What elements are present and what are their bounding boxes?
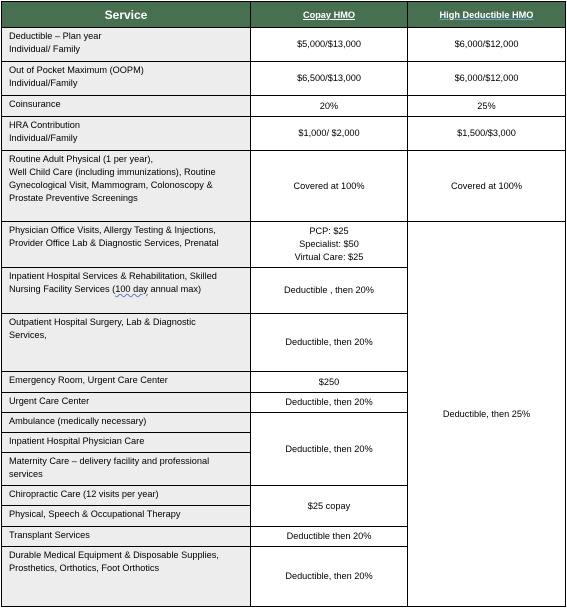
service-line: Routine Adult Physical (1 per year), xyxy=(9,154,154,164)
service-cell xyxy=(2,268,251,314)
service-cell xyxy=(2,62,251,96)
service-cell xyxy=(2,372,251,393)
service-line: Deductible – Plan year xyxy=(9,31,102,41)
copay-value: Deductible, then 20% xyxy=(251,314,408,372)
copay-merged-value: $25 copay xyxy=(251,486,408,527)
service-line: Individual/ Family xyxy=(9,44,80,54)
header-service: Service xyxy=(2,2,251,28)
service-line: services xyxy=(9,469,43,479)
table-row xyxy=(2,62,566,96)
hdhmo-merged-value: Deductible, then 25% xyxy=(408,222,566,607)
copay-value: Deductible, then 20% xyxy=(251,393,408,413)
service-line: Emergency Room, Urgent Care Center xyxy=(9,375,168,385)
service-line: Individual/Family xyxy=(9,133,78,143)
service-cell xyxy=(2,117,251,151)
hdhmo-value: $6,000/$12,000 xyxy=(408,28,566,62)
service-text: annual max) xyxy=(147,284,202,294)
service-cell xyxy=(2,314,251,372)
service-line: Prostate Preventive Screenings xyxy=(9,193,138,203)
hdhmo-value: $1,500/$3,000 xyxy=(408,117,566,151)
service-line: HRA Contribution xyxy=(9,120,80,130)
copay-value: 20% xyxy=(251,96,408,117)
service-line: Ambulance (medically necessary) xyxy=(9,416,147,426)
table-row xyxy=(2,28,566,62)
copay-value: Deductible , then 20% xyxy=(251,268,408,314)
copay-line: Specialist: $50 xyxy=(299,239,359,249)
table-row xyxy=(2,96,566,117)
service-cell xyxy=(2,413,251,433)
hdhmo-value: $6,000/$12,000 xyxy=(408,62,566,96)
service-line: Coinsurance xyxy=(9,99,61,109)
header-high-deductible-hmo: High Deductible HMO xyxy=(408,2,566,28)
copay-value: Deductible then 20% xyxy=(251,527,408,547)
table-row xyxy=(2,222,566,268)
service-line: Provider Office Lab & Diagnostic Services, Prenatal xyxy=(9,238,219,248)
service-line: Prosthetics, Orthotics, Foot Orthotics xyxy=(9,563,160,573)
copay-value: $1,000/ $2,000 xyxy=(251,117,408,151)
service-text-underlined: 100 day xyxy=(115,284,148,294)
service-line: Chiropractic Care (12 visits per year) xyxy=(9,489,159,499)
service-line: Inpatient Hospital Services & Rehabilitation, Skilled xyxy=(9,271,217,281)
service-line: Out of Pocket Maximum (OOPM) xyxy=(9,65,144,75)
service-cell xyxy=(2,527,251,547)
service-line xyxy=(9,283,245,296)
service-cell xyxy=(2,151,251,222)
copay-value: $250 xyxy=(251,372,408,393)
service-line: Durable Medical Equipment & Disposable Supplies, xyxy=(9,550,219,560)
service-cell xyxy=(2,393,251,413)
service-cell xyxy=(2,547,251,607)
service-line: Transplant Services xyxy=(9,530,90,540)
copay-line: PCP: $25 xyxy=(309,226,349,236)
service-line: Gynecological Visit, Mammogram, Colonoscopy & xyxy=(9,180,213,190)
copay-value: $5,000/$13,000 xyxy=(251,28,408,62)
copay-value: Covered at 100% xyxy=(251,151,408,222)
service-line: Physical, Speech & Occupational Therapy xyxy=(9,509,181,519)
service-line: Well Child Care (including immunizations), Routine xyxy=(9,167,216,177)
service-text: Nursing Facility Services ( xyxy=(9,284,116,294)
copay-value xyxy=(251,222,408,268)
service-line: Services, xyxy=(9,330,47,340)
copay-value: Deductible, then 20% xyxy=(251,547,408,607)
table-header-row xyxy=(2,2,566,28)
hdhmo-value: 25% xyxy=(408,96,566,117)
service-line: Inpatient Hospital Physician Care xyxy=(9,436,145,446)
copay-value: $6,500/$13,000 xyxy=(251,62,408,96)
table-row xyxy=(2,151,566,222)
service-line: Physician Office Visits, Allergy Testing & Injections, xyxy=(9,225,216,235)
service-line: Maternity Care – delivery facility and professional xyxy=(9,456,210,466)
service-cell xyxy=(2,96,251,117)
service-cell xyxy=(2,506,251,527)
hdhmo-value: Covered at 100% xyxy=(408,151,566,222)
copay-merged-value: Deductible, then 20% xyxy=(251,413,408,486)
service-cell xyxy=(2,453,251,486)
copay-line: Virtual Care: $25 xyxy=(294,252,364,262)
table-row xyxy=(2,117,566,151)
service-cell xyxy=(2,222,251,268)
service-line: Individual/Family xyxy=(9,78,78,88)
benefits-table xyxy=(1,1,566,607)
service-cell xyxy=(2,433,251,453)
service-cell xyxy=(2,28,251,62)
service-cell xyxy=(2,486,251,506)
service-line: Urgent Care Center xyxy=(9,396,90,406)
service-line: Outpatient Hospital Surgery, Lab & Diagnostic xyxy=(9,317,196,327)
header-copay-hmo: Copay HMO xyxy=(251,2,408,28)
